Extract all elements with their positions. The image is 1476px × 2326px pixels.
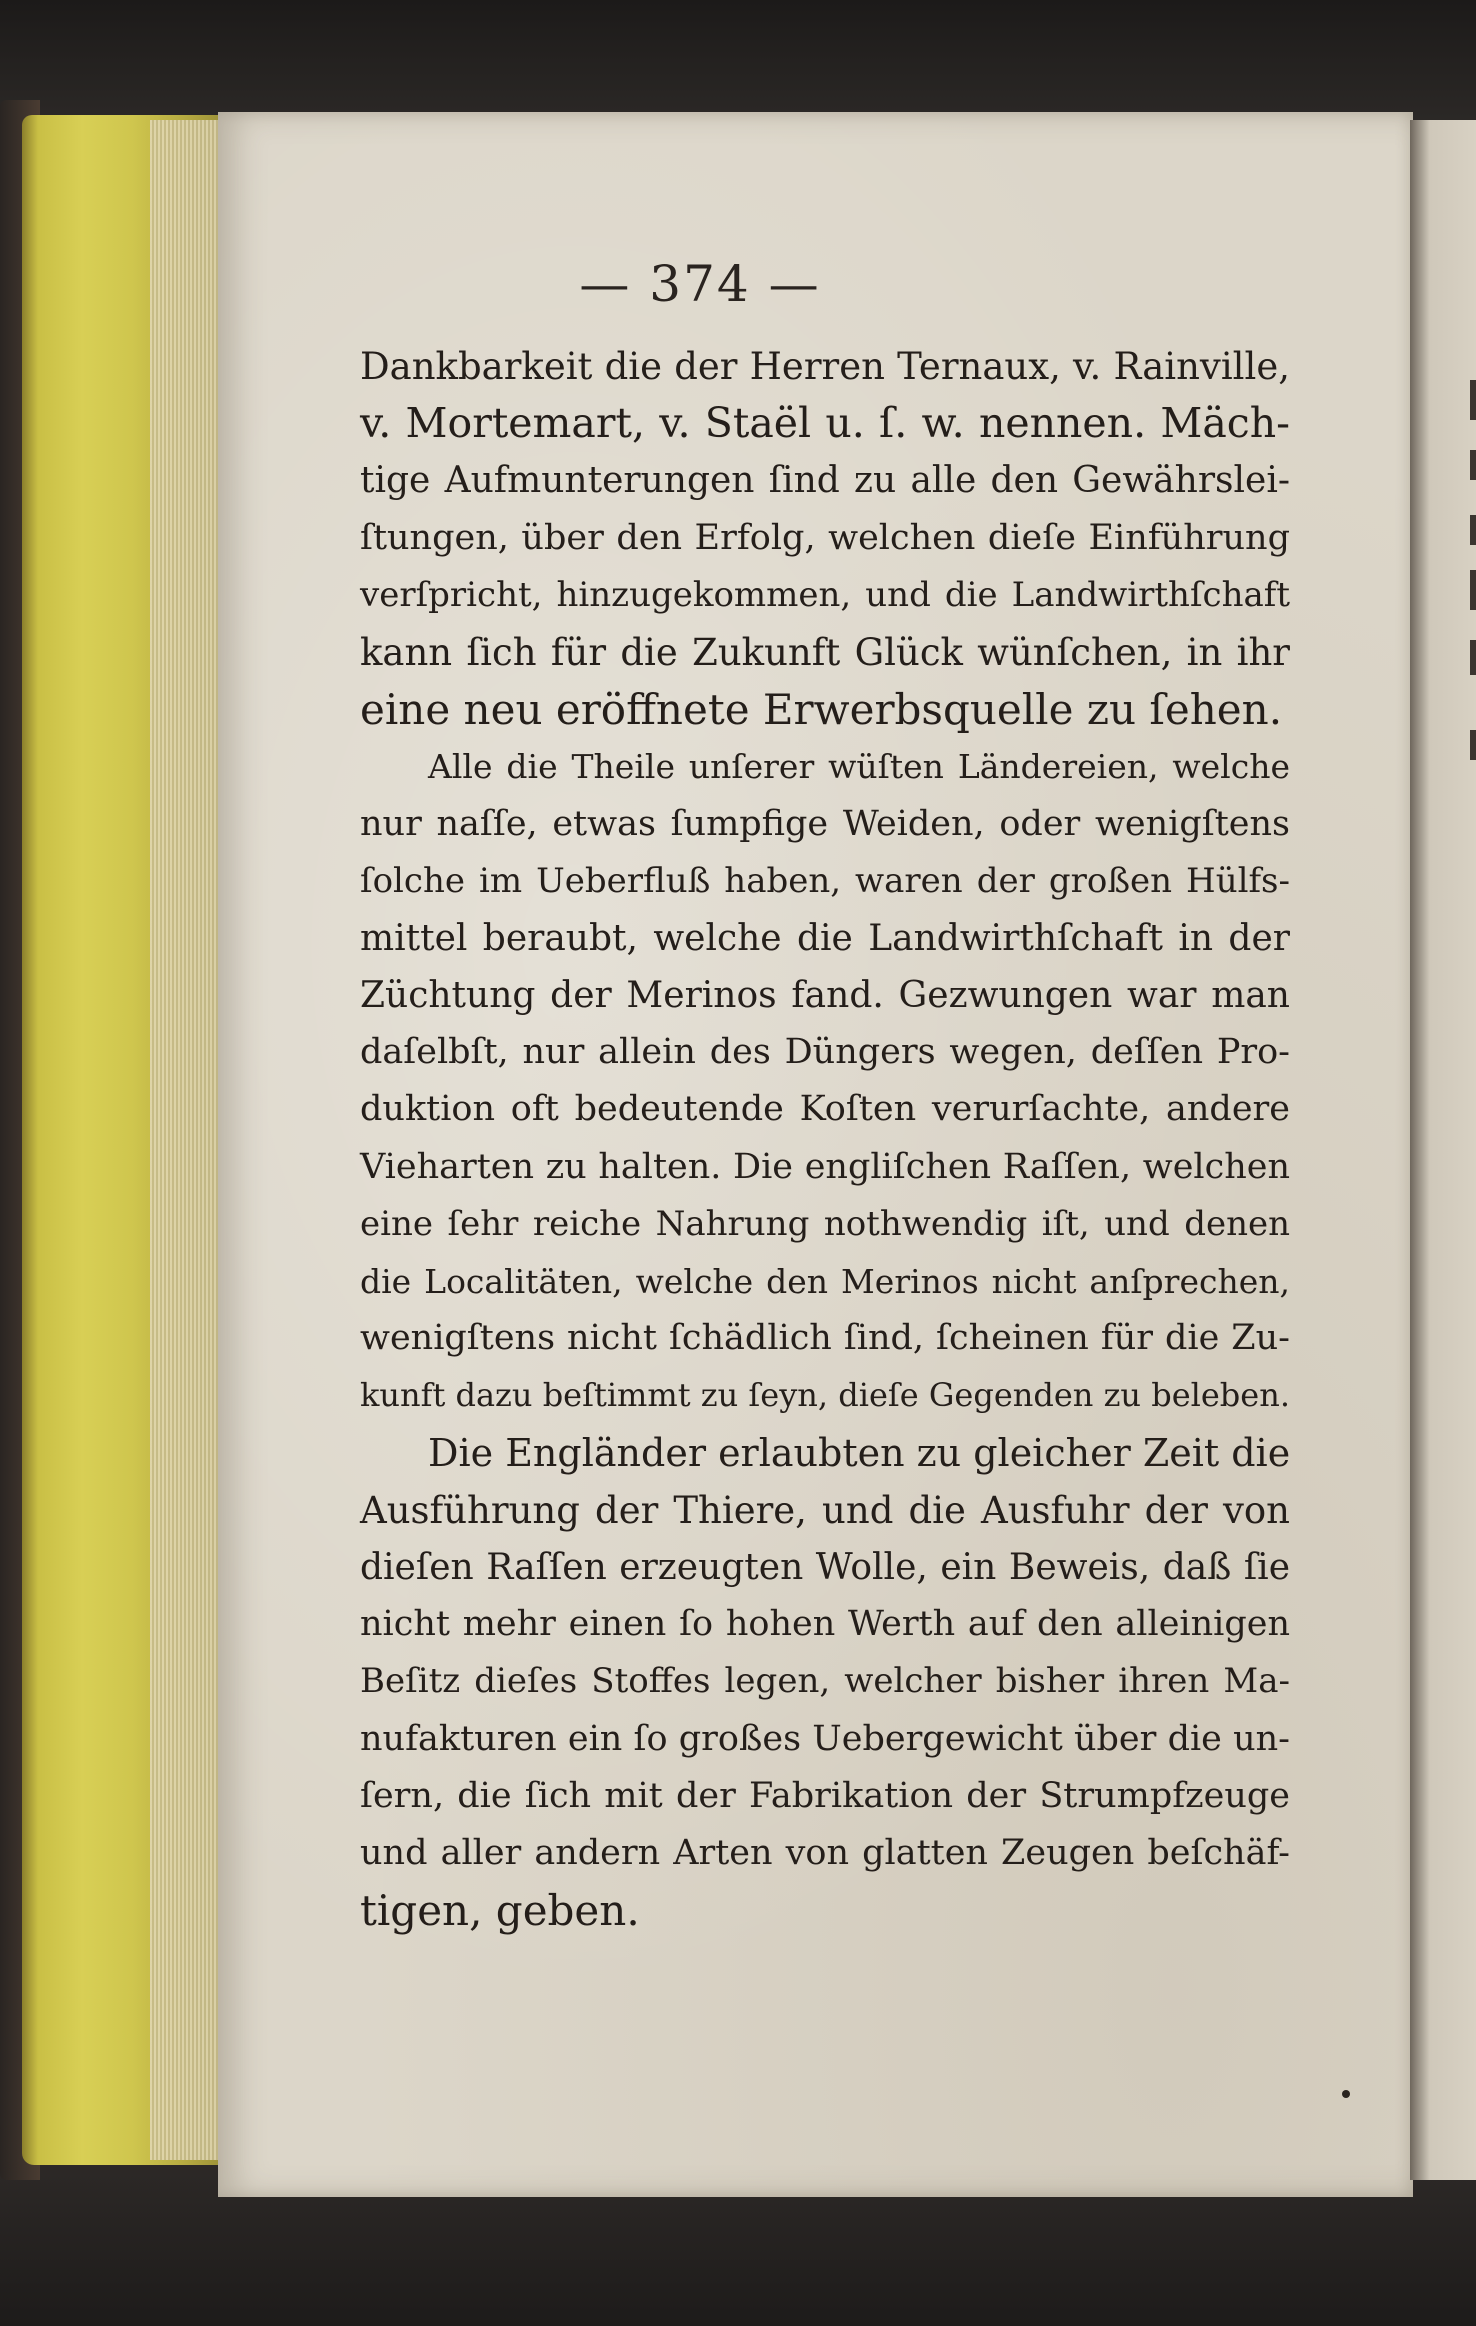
text-line: duktion oft bedeutende Koſten verurſachte, andere	[360, 1089, 1290, 1130]
text-line: kann ſich für die Zukunft Glück wünſchen, in ihr	[360, 630, 1290, 674]
text-line: Alle die Theile unſerer wüſten Ländereien, welche	[428, 747, 1290, 787]
text-line: ſolche im Ueberfluß haben, waren der großen Hülfs-	[360, 860, 1290, 901]
text-line: nufakturen ein ſo großes Uebergewicht über die un-	[360, 1718, 1290, 1759]
text-line: dieſen Raſſen erzeugten Wolle, ein Beweis, daß ſie	[360, 1546, 1290, 1588]
text-line: Züchtung der Merinos fand. Gezwungen war man	[360, 975, 1290, 1017]
text-line: Vieharten zu halten. Die engliſchen Raſſen, welchen	[360, 1146, 1290, 1187]
facing-page	[1410, 120, 1476, 2180]
text-line: mittel beraubt, welche die Landwirthſchaft in der	[360, 917, 1290, 959]
text-line: tigen, geben.	[360, 1886, 640, 1936]
page-edges	[150, 120, 220, 2160]
text-line: kunft dazu beſtimmt zu ſeyn, dieſe Gegenden zu beleben.	[360, 1376, 1290, 1415]
facing-page-mark	[1470, 380, 1476, 420]
page-number: — 374 —	[579, 255, 821, 313]
text-line: eine ſehr reiche Nahrung nothwendig iſt, und denen	[360, 1203, 1290, 1244]
facing-page-mark	[1470, 570, 1476, 610]
text-line: eine neu eröffnete Erwerbsquelle zu ſehen.	[360, 685, 1283, 735]
text-line: ſern, die ſich mit der Fabrikation der Strumpfzeuge	[360, 1775, 1290, 1816]
facing-page-mark	[1470, 515, 1476, 545]
text-line: Ausführung der Thiere, und die Ausfuhr der von	[360, 1488, 1290, 1532]
facing-page-mark	[1470, 730, 1476, 760]
text-line: wenigſtens nicht ſchädlich ſind, ſcheinen für die Zu-	[360, 1318, 1290, 1359]
ink-speck	[1342, 2090, 1350, 2098]
facing-page-mark	[1470, 640, 1476, 675]
background-top	[0, 0, 1476, 120]
text-line: und aller andern Arten von glatten Zeugen beſchäf-	[360, 1832, 1290, 1873]
text-line: tige Aufmunterungen ſind zu alle den Gewährslei-	[360, 460, 1290, 502]
text-line: die Localitäten, welche den Merinos nicht anſprechen,	[360, 1262, 1290, 1301]
text-line: Beſitz dieſes Stoffes legen, welcher bisher ihren Ma-	[360, 1661, 1290, 1702]
text-line: Die Engländer erlaubten zu gleicher Zeit die	[428, 1430, 1291, 1475]
text-line: daſelbſt, nur allein des Düngers wegen, deſſen Pro-	[360, 1032, 1290, 1073]
text-line: v. Mortemart, v. Staël u. ſ. w. nennen. Mäch-	[360, 399, 1290, 448]
facing-page-mark	[1470, 450, 1476, 480]
text-line: verſpricht, hinzugekommen, und die Landwirthſchaft	[360, 574, 1290, 615]
text-line: Dankbarkeit die der Herren Ternaux, v. Rainville,	[360, 345, 1290, 388]
text-line: ſtungen, über den Erfolg, welchen dieſe Einführung	[360, 517, 1290, 558]
page-body-text	[360, 338, 1290, 1939]
text-line: nur naſſe, etwas ſumpfige Weiden, oder wenigſtens	[360, 803, 1290, 844]
text-line: nicht mehr einen ſo hohen Werth auf den alleinigen	[360, 1604, 1290, 1645]
